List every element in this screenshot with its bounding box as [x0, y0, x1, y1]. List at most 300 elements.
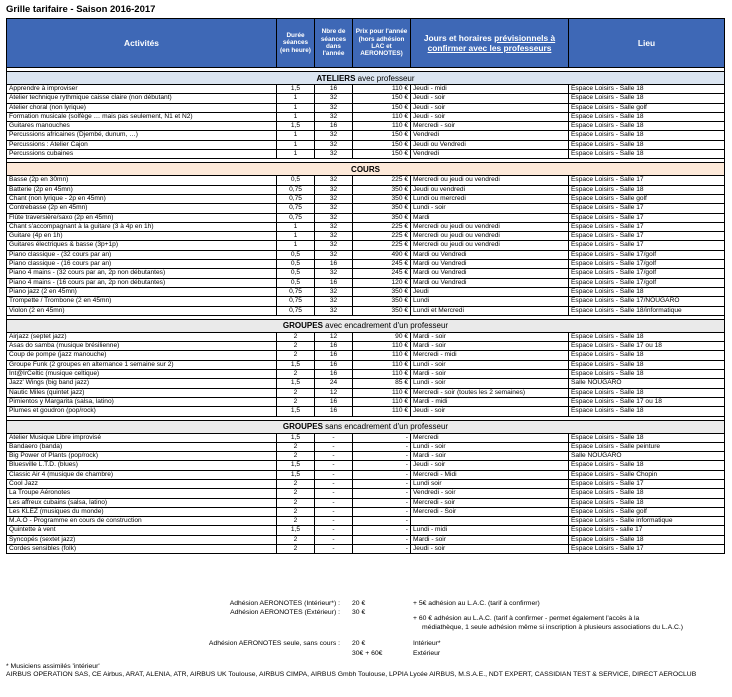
table-row [7, 260, 725, 269]
cell-seances: - [315, 461, 353, 470]
cell-duree: 1,5 [277, 360, 315, 369]
cell-lieu: Espace Loisirs - Salle 17 [569, 204, 725, 213]
cell-lieu: Espace Loisirs - Salle 17 [569, 232, 725, 241]
cell-activite: Guitares manouches [7, 122, 277, 131]
cell-prix: - [353, 526, 411, 535]
cell-lieu: Espace Loisirs - Salle 17/golf [569, 269, 725, 278]
table-row [7, 94, 725, 103]
cell-activite: Formation musicale (solfège … mais pas seulement, N1 et N2) [7, 112, 277, 121]
table-row [7, 213, 725, 222]
table-row [7, 433, 725, 442]
cell-jours: Mardi ou Vendredi [411, 250, 569, 259]
cell-duree: 1,5 [277, 407, 315, 416]
cell-duree: 1,5 [277, 379, 315, 388]
cell-jours: Lundi - soir [411, 360, 569, 369]
cell-seances: 16 [315, 360, 353, 369]
table-row [7, 535, 725, 544]
cell-duree: 2 [277, 388, 315, 397]
header-duree: Durée séances (en heure) [277, 19, 315, 68]
cell-activite: Piano classique - (16 cours par an) [7, 260, 277, 269]
cell-prix: 120 € [353, 278, 411, 287]
cell-jours: Mercredi - Midi [411, 470, 569, 479]
cell-prix: - [353, 507, 411, 516]
cell-activite: Atelier choral (non lyrique) [7, 103, 277, 112]
cell-lieu: Espace Loisirs - Salle 17/golf [569, 278, 725, 287]
cell-lieu: Espace Loisirs - Salle 18 [569, 131, 725, 140]
cell-seances: - [315, 498, 353, 507]
section-title-bold: ATELIERS [316, 73, 356, 83]
section-title [7, 72, 725, 85]
table-row [7, 379, 725, 388]
cell-seances: 24 [315, 379, 353, 388]
cell-lieu: Espace Loisirs - Salle informatique [569, 517, 725, 526]
section-title-bold: COURS [351, 164, 380, 174]
cell-duree: 0,5 [277, 250, 315, 259]
cell-jours: Mercredi ou jeudi ou vendredi [411, 176, 569, 185]
cell-duree: 1 [277, 150, 315, 159]
section-title-bold: GROUPES [282, 422, 323, 431]
cell-prix: 110 € [353, 122, 411, 131]
header-lieu: Lieu [569, 19, 725, 68]
adhesion-lac-note: + 5€ adhésion au L.A.C. (tarif à confirmer) [413, 600, 540, 607]
cell-prix: 110 € [353, 370, 411, 379]
cell-lieu: Espace Loisirs - Salle golf [569, 507, 725, 516]
cell-activite: Piano classique - (32 cours par an) [7, 250, 277, 259]
table-row [7, 103, 725, 112]
cell-jours: Jeudi - soir [411, 461, 569, 470]
adhesion-ext-label: Adhésion AERONOTES (Extérieur) : [230, 609, 340, 616]
cell-seances: 16 [315, 351, 353, 360]
cell-seances: 16 [315, 407, 353, 416]
cell-jours: Lundi - soir [411, 442, 569, 451]
cell-jours: Jeudi - soir [411, 103, 569, 112]
adhesion-seule-note-2: Extérieur [413, 650, 441, 657]
cell-prix: 350 € [353, 306, 411, 315]
cell-prix: 350 € [353, 185, 411, 194]
cell-activite: Coup de pompe (jazz manouche) [7, 351, 277, 360]
cell-lieu: Salle NOUGARO [569, 379, 725, 388]
table-row [7, 185, 725, 194]
table-row [7, 489, 725, 498]
cell-jours: Mardi - soir [411, 370, 569, 379]
cell-duree: 1 [277, 140, 315, 149]
cell-activite: Atelier technique rythmique caisse claire (non débutant) [7, 94, 277, 103]
adhesion-seule-price-2: 30€ + 60€ [352, 650, 383, 657]
cell-seances: - [315, 507, 353, 516]
cell-lieu: Espace Loisirs - Salle 17 [569, 213, 725, 222]
cell-activite: Trompette / Trombone (2 en 45mn) [7, 297, 277, 306]
cell-prix: 90 € [353, 332, 411, 341]
cell-prix: 350 € [353, 194, 411, 203]
cell-activite: Piano jazz (2 en 45mn) [7, 287, 277, 296]
table-row [7, 507, 725, 516]
cell-seances: 16 [315, 278, 353, 287]
cell-activite: Piano 4 mains - (32 cours par an, 2p non débutantes) [7, 269, 277, 278]
cell-activite: M.A.O - Programme en cours de construction [7, 517, 277, 526]
cell-activite: Les KLEZ (musiques du monde) [7, 507, 277, 516]
table-row [7, 176, 725, 185]
table-row [7, 332, 725, 341]
header-nbre-seances: Nbre de séances dans l'année [315, 19, 353, 68]
footnote-interieur: * Musiciens assimilés 'intérieur' [6, 663, 100, 670]
cell-jours: Lundi - soir [411, 204, 569, 213]
cell-seances: 32 [315, 213, 353, 222]
cell-prix: 110 € [353, 407, 411, 416]
table-row [7, 232, 725, 241]
cell-seances: 32 [315, 241, 353, 250]
adhesion-ext-price: 30 € [352, 609, 366, 616]
footnote-companies: AIRBUS OPERATION SAS, CE Airbus, ARAT, ALENIA, ATR, AIRBUS UK Toulouse, AIRBUS CIMPA, AIRBUS Gmbh Toulouse, LPPIA Lycée AIRBUS, M.S.A.E., NDT EXPERT, CASSIDIAN TEST & SERVICE, DIRECT AEROCLUB [6, 671, 697, 679]
table-row [7, 85, 725, 94]
table-row [7, 250, 725, 259]
table-row [7, 297, 725, 306]
table-row [7, 498, 725, 507]
cell-prix: - [353, 489, 411, 498]
cell-duree: 0,75 [277, 287, 315, 296]
table-row [7, 545, 725, 554]
cell-duree: 0,75 [277, 185, 315, 194]
cell-seances: 32 [315, 140, 353, 149]
cell-activite: Plumes et goudron (pop/rock) [7, 407, 277, 416]
cell-lieu: Espace Loisirs - salle 17 [569, 526, 725, 535]
adhesion-seule-note-1: Intérieur* [413, 640, 441, 647]
cell-seances: 32 [315, 94, 353, 103]
table-row [7, 370, 725, 379]
cell-duree: 2 [277, 479, 315, 488]
cell-prix: 245 € [353, 269, 411, 278]
cell-seances: 32 [315, 306, 353, 315]
cell-seances: 32 [315, 150, 353, 159]
cell-duree: 2 [277, 342, 315, 351]
cell-lieu: Salle NOUGARO [569, 452, 725, 461]
cell-activite: Airjazz (septet jazz) [7, 332, 277, 341]
cell-jours: Lundi - soir [411, 379, 569, 388]
cell-lieu: Espace Loisirs - Salle 18 [569, 185, 725, 194]
cell-seances: 12 [315, 388, 353, 397]
cell-jours: Vendredi [411, 131, 569, 140]
cell-prix: 150 € [353, 94, 411, 103]
cell-prix: 85 € [353, 379, 411, 388]
cell-lieu: Espace Loisirs - Salle 18 [569, 287, 725, 296]
cell-activite: Classic Air 4 (musique de chambre) [7, 470, 277, 479]
cell-lieu: Espace Loisirs - Salle 18 [569, 489, 725, 498]
cell-prix: - [353, 433, 411, 442]
cell-seances: - [315, 535, 353, 544]
cell-seances: 32 [315, 103, 353, 112]
cell-prix: 225 € [353, 176, 411, 185]
cell-duree: 2 [277, 507, 315, 516]
cell-lieu: Espace Loisirs - Salle 18 [569, 407, 725, 416]
cell-jours: Lundi ou mercredi [411, 194, 569, 203]
cell-lieu: Espace Loisirs - Salle 17/NOUGARO [569, 297, 725, 306]
header-jours-b: prévisionnels à confirmer avec les professeurs [427, 33, 556, 53]
cell-jours: Jeudi - soir [411, 112, 569, 121]
cell-activite: Percussions africaines (Djembé, dunum, …) [7, 131, 277, 140]
cell-prix: - [353, 535, 411, 544]
cell-activite: Big Power of Plants (pop/rock) [7, 452, 277, 461]
cell-activite: Nautic Miles (quintet jazz) [7, 388, 277, 397]
cell-seances: 32 [315, 297, 353, 306]
cell-lieu: Espace Loisirs - Salle 18 [569, 140, 725, 149]
adhesion-int-price: 20 € [352, 600, 366, 607]
cell-lieu: Espace Loisirs - Salle peinture [569, 442, 725, 451]
table-row [7, 269, 725, 278]
cell-jours: Mercredi - Soir [411, 507, 569, 516]
section-title-rest: sans encadrement d'un professeur [322, 422, 449, 431]
cell-activite: Apprendre à improviser [7, 85, 277, 94]
cell-prix: 150 € [353, 140, 411, 149]
cell-prix: 350 € [353, 297, 411, 306]
table-row [7, 342, 725, 351]
cell-duree: 1,5 [277, 526, 315, 535]
cell-jours: Mardi - soir [411, 342, 569, 351]
table-row [7, 442, 725, 451]
cell-lieu: Espace Loisirs - Salle 18 [569, 360, 725, 369]
cell-seances: 12 [315, 332, 353, 341]
adhesion-seule-label: Adhésion AERONOTES seule, sans cours : [208, 640, 340, 647]
cell-prix: 110 € [353, 397, 411, 406]
cell-activite: Percussions cubaines [7, 150, 277, 159]
cell-jours: Mercredi ou jeudi ou vendredi [411, 241, 569, 250]
cell-seances: 32 [315, 194, 353, 203]
cell-prix: - [353, 442, 411, 451]
table-row [7, 407, 725, 416]
cell-prix: 150 € [353, 150, 411, 159]
cell-lieu: Espace Loisirs - Salle 18 [569, 150, 725, 159]
section-header [7, 420, 725, 433]
cell-jours: Mercredi - soir [411, 498, 569, 507]
cell-seances: 32 [315, 287, 353, 296]
cell-duree: 1 [277, 232, 315, 241]
cell-lieu: Espace Loisirs - Salle 18/informatique [569, 306, 725, 315]
section-title-bold: GROUPES [282, 321, 323, 331]
cell-activite: Percussions : Atelier Cajon [7, 140, 277, 149]
cell-jours: Mercredi - midi [411, 351, 569, 360]
cell-jours: Jeudi [411, 287, 569, 296]
cell-prix: 110 € [353, 112, 411, 121]
section-header [7, 319, 725, 332]
cell-seances: 16 [315, 122, 353, 131]
cell-jours: Mercredi [411, 433, 569, 442]
cell-lieu: Espace Loisirs - Salle 18 [569, 94, 725, 103]
cell-activite: Contrebasse (2p en 45mn) [7, 204, 277, 213]
cell-jours: Mardi - soir [411, 332, 569, 341]
cell-duree: 2 [277, 442, 315, 451]
cell-jours: Mardi - midi [411, 397, 569, 406]
cell-seances: - [315, 452, 353, 461]
cell-duree: 2 [277, 545, 315, 554]
cell-duree: 1 [277, 103, 315, 112]
cell-lieu: Espace Loisirs - Salle golf [569, 194, 725, 203]
table-row [7, 112, 725, 121]
table-row [7, 241, 725, 250]
cell-duree: 2 [277, 498, 315, 507]
table-row [7, 222, 725, 231]
cell-activite: Flûte traversière/saxo (2p en 45mn) [7, 213, 277, 222]
cell-prix: - [353, 479, 411, 488]
cell-jours: Mercredi ou jeudi ou vendredi [411, 232, 569, 241]
cell-jours: Vendredi [411, 150, 569, 159]
cell-duree: 1,5 [277, 461, 315, 470]
header-jours-a: Jours et horaires [423, 33, 495, 43]
cell-seances: 32 [315, 176, 353, 185]
cell-jours: Mardi ou Vendredi [411, 278, 569, 287]
footnotes [6, 663, 721, 680]
cell-activite: Guitares électriques & basse (3p+1p) [7, 241, 277, 250]
cell-duree: 1,5 [277, 470, 315, 479]
cell-seances: - [315, 517, 353, 526]
cell-jours: Jeudi - midi [411, 85, 569, 94]
cell-seances: 16 [315, 370, 353, 379]
cell-jours: Mardi ou Vendredi [411, 260, 569, 269]
table-row [7, 140, 725, 149]
cell-duree: 2 [277, 489, 315, 498]
cell-duree: 0,5 [277, 176, 315, 185]
table-row [7, 306, 725, 315]
adhesion-int-label: Adhésion AERONOTES (Intérieur*) : [229, 600, 340, 607]
cell-duree: 0,5 [277, 278, 315, 287]
cell-duree: 0,75 [277, 194, 315, 203]
cell-duree: 1,5 [277, 85, 315, 94]
cell-jours: Lundi [411, 297, 569, 306]
cell-jours: Mardi - soir [411, 452, 569, 461]
cell-activite: Quintette à vent [7, 526, 277, 535]
cell-activite: Pimientos y Margarita (salsa, latino) [7, 397, 277, 406]
adhesion-ext-note-1: + 60 € adhésion au L.A.C. (tarif à confirmer - permet également l'accès à la [413, 615, 640, 622]
cell-activite: Basse (2p en 30mn) [7, 176, 277, 185]
section-title-rest: avec professeur [355, 73, 415, 83]
cell-prix: - [353, 452, 411, 461]
section-header [7, 72, 725, 85]
cell-lieu: Espace Loisirs - Salle Chopin [569, 470, 725, 479]
cell-lieu: Espace Loisirs - Salle 17 ou 18 [569, 397, 725, 406]
cell-jours: Vendredi - soir [411, 489, 569, 498]
cell-jours: Lundi - midi [411, 526, 569, 535]
cell-prix: 225 € [353, 232, 411, 241]
cell-prix: - [353, 470, 411, 479]
table-row [7, 131, 725, 140]
page-title: Grille tarifaire - Saison 2016-2017 [6, 4, 156, 15]
cell-prix: 225 € [353, 241, 411, 250]
cell-seances: 16 [315, 85, 353, 94]
cell-lieu: Espace Loisirs - Salle 18 [569, 112, 725, 121]
adhesion-seule-price-1: 20 € [352, 640, 366, 647]
cell-duree: 2 [277, 535, 315, 544]
cell-prix: 350 € [353, 287, 411, 296]
adhesion-ext-note-2: médiathèque, 1 seule adhésion même si inscription à plusieurs associations du L.A.C.) [422, 624, 684, 631]
cell-seances: - [315, 442, 353, 451]
cell-duree: 0,75 [277, 213, 315, 222]
section-title [7, 163, 725, 176]
cell-duree: 1 [277, 131, 315, 140]
cell-seances: - [315, 489, 353, 498]
cell-lieu: Espace Loisirs - Salle 18 [569, 433, 725, 442]
table-row [7, 461, 725, 470]
cell-lieu: Espace Loisirs - Salle 18 [569, 122, 725, 131]
cell-seances: - [315, 479, 353, 488]
cell-lieu: Espace Loisirs - Salle 17 [569, 545, 725, 554]
cell-duree: 2 [277, 397, 315, 406]
cell-duree: 1 [277, 94, 315, 103]
section-header [7, 163, 725, 176]
cell-prix: 110 € [353, 342, 411, 351]
cell-jours: Mercredi - soir [411, 122, 569, 131]
cell-duree: 2 [277, 452, 315, 461]
cell-seances: 16 [315, 260, 353, 269]
cell-lieu: Espace Loisirs - Salle 17 [569, 222, 725, 231]
cell-lieu: Espace Loisirs - Salle 18 [569, 388, 725, 397]
cell-seances: 32 [315, 185, 353, 194]
header-prix: Prix pour l'année (hors adhésion LAC et AERONOTES) [353, 19, 411, 68]
price-table [6, 18, 725, 554]
cell-seances: 32 [315, 269, 353, 278]
header-activites: Activités [7, 19, 277, 68]
cell-jours: Lundi et Mercredi [411, 306, 569, 315]
cell-prix: 110 € [353, 388, 411, 397]
cell-lieu: Espace Loisirs - Salle 18 [569, 535, 725, 544]
cell-lieu: Espace Loisirs - Salle 18 [569, 461, 725, 470]
cell-duree: 2 [277, 332, 315, 341]
cell-activite: Jazz' Wings (big band jazz) [7, 379, 277, 388]
table-row [7, 351, 725, 360]
cell-activite: Batterie (2p en 45mn) [7, 185, 277, 194]
cell-activite: Atelier Musique Libre improvisé [7, 433, 277, 442]
cell-jours: Lundi soir [411, 479, 569, 488]
section-title [7, 319, 725, 332]
cell-seances: 32 [315, 112, 353, 121]
cell-prix: 350 € [353, 204, 411, 213]
cell-duree: 0,75 [277, 306, 315, 315]
cell-jours: Jeudi ou Vendredi [411, 140, 569, 149]
cell-lieu: Espace Loisirs - Salle 18 [569, 498, 725, 507]
table-row [7, 526, 725, 535]
table-row [7, 122, 725, 131]
cell-duree: 1,5 [277, 122, 315, 131]
section-title [7, 420, 725, 433]
cell-seances: - [315, 433, 353, 442]
cell-activite: Guitare (4p en 1h) [7, 232, 277, 241]
cell-duree: 2 [277, 370, 315, 379]
cell-duree: 0,5 [277, 269, 315, 278]
table-row [7, 397, 725, 406]
cell-jours: Mardi - soir [411, 535, 569, 544]
cell-prix: 110 € [353, 351, 411, 360]
cell-lieu: Espace Loisirs - Salle 18 [569, 351, 725, 360]
cell-activite: Les affreux cubains (salsa, latino) [7, 498, 277, 507]
table-row [7, 517, 725, 526]
cell-activite: Groupe Funk (2 groupes en alternance 1 semaine sur 2) [7, 360, 277, 369]
cell-lieu: Espace Loisirs - Salle 17 [569, 176, 725, 185]
cell-seances: - [315, 526, 353, 535]
table-row [7, 150, 725, 159]
cell-jours: Jeudi - soir [411, 407, 569, 416]
cell-lieu: Espace Loisirs - Salle 18 [569, 370, 725, 379]
cell-duree: 2 [277, 517, 315, 526]
cell-prix: - [353, 517, 411, 526]
cell-prix: 110 € [353, 85, 411, 94]
cell-lieu: Espace Loisirs - Salle 18 [569, 332, 725, 341]
table-header-row [7, 19, 725, 68]
cell-activite: Asas do samba (musique brésilienne) [7, 342, 277, 351]
cell-activite: Cordes sensibles (folk) [7, 545, 277, 554]
cell-seances: - [315, 545, 353, 554]
cell-prix: 245 € [353, 260, 411, 269]
cell-activite: Chant s'accompagnant à la guitare (3 à 4p en 1h) [7, 222, 277, 231]
cell-lieu: Espace Loisirs - Salle golf [569, 103, 725, 112]
cell-jours: Jeudi - soir [411, 545, 569, 554]
cell-activite: Syncopés (sextet jazz) [7, 535, 277, 544]
cell-seances: 32 [315, 131, 353, 140]
